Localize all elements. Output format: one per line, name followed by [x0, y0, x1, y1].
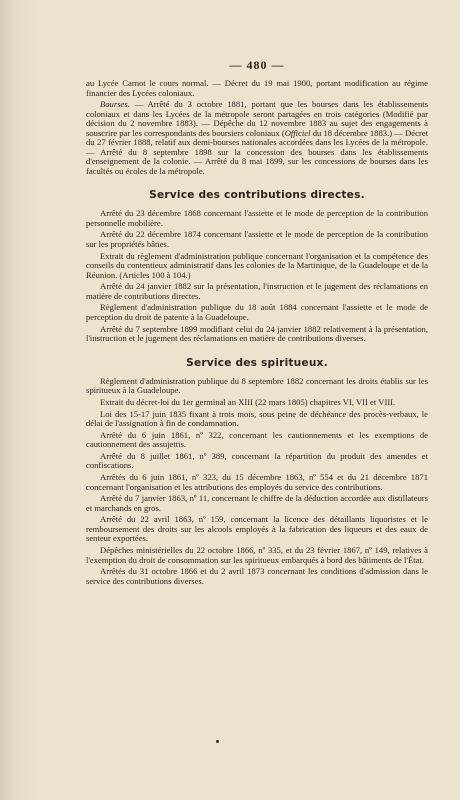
bourses-text: — Arrêté du 3 octobre 1881, portant que les bourses dans les établissements coloniaux et dans les Lycées de la métropole seront partagées en trois catégories (Modifié par décision du 2 novembre 1883). — Dépêche du 12 novembre 1883 au sujet des engagements à souscrire par les correspondants des boursiers coloniaux (: [86, 99, 428, 138]
paragraph: Arrêté du 22 avril 1863, nº 159, concernant la licence des détaillants liquoristes et le remboursement des droits sur les alcools employés à la fabrication des liqueurs et des eaux de senteur exportées.: [86, 514, 428, 544]
section-heading-spiritueux: Service des spiritueux.: [186, 356, 328, 369]
paragraph: Arrêté du 24 janvier 1882 sur la présentation, l'instruction et le jugement des réclamations en matière de contributions directes.: [86, 281, 428, 301]
section-heading-contributions: Service des contributions directes.: [149, 189, 365, 202]
paragraph: Arrêté du 8 juillet 1861, nº 389, concernant la répartition du produit des amendes et confiscations.: [86, 450, 428, 471]
ink-dot: [216, 740, 219, 743]
paragraph: Arrêté du 22 décembre 1874 concernant l'assiette et le mode de perception de la contribution sur les propriétés bâties.: [86, 229, 428, 249]
paragraph: Arrêté du 7 janvier 1863, nº 11, concernant le chiffre de la déduction accordée aux distillateurs et marchands en gros.: [86, 493, 428, 513]
paragraph: Arrêté du 23 décembre 1868 concernant l'assiette et le mode de perception de la contribution personnelle mobilière.: [86, 208, 428, 228]
paragraph: Extrait du décret-loi du 1er germinal an XIII (22 mars 1805) chapitres VI, VII et VIII.: [100, 396, 396, 407]
page-number: — 480 —: [229, 58, 285, 72]
paragraph: Extrait du règlement d'administration publique concernant l'organisation et la compétence des conseils du contentieux administratif dans les colonies de la Martinique, de la Guadeloupe et de la Réunion. (Articles 100 à 104.): [86, 250, 428, 280]
paragraph: Arrêté du 7 septembre 1899 modifiant celui du 24 janvier 1882 relativement à la présentation, l'instruction et le jugement des réclamations en matière de contributions diverses.: [86, 323, 428, 344]
paragraph: Arrêté du 6 juin 1861, nº 322, concernant les cautionnements et les exemptions de cautionnement des assujettis.: [86, 429, 428, 450]
bourses-officiel: Officiel: [284, 127, 311, 138]
bourses-paragraph: [86, 100, 428, 176]
paragraph: Arrêtés du 31 octobre 1866 et du 2 avril 1873 concernant les conditions d'admission dans le service des contributions diverses.: [86, 566, 428, 586]
paragraph: Loi des 15-17 juin 1835 fixant à trois mois, sous peine de déchéance des procès-verbaux, le délai de l'assignation à fin de condamnation.: [86, 408, 428, 428]
paragraph: Arrêtés du 6 juin 1861, nº 323, du 15 décembre 1863, nº 554 et du 21 décembre 1871 concernant l'organisation et les attributions des employés du service des contributions.: [86, 472, 428, 492]
bourses-text-2: du 18 décembre 1883.) — Décret du 27 février 1888, relatif aux demi-bourses nationales accordées dans les Lycées de la métropole. — Arrêté du 8 septembre 1898 sur la concession des bourses dans les établissements d'enseignement de la colonie. — Arrêté du 8 mai 1899, sur les concessions de bourses dans les facultés ou écoles de la métropole.: [86, 127, 428, 176]
paragraph: Règlement d'administration publique du 18 août 1884 concernant l'assiette et le mode de perception du droit de patente à la Guadeloupe.: [86, 302, 428, 322]
paragraph: au Lycée Carnot le cours normal. — Décret du 19 mai 1900, portant modification au régime financier des Lycées coloniaux.: [86, 78, 428, 98]
bourses-lead: Bourses.: [100, 99, 130, 110]
paragraph: Règlement d'administration publique du 8 septembre 1882 concernant les droits établis sur les spiritueux à la Guadeloupe.: [86, 375, 428, 396]
paragraph: Dépêches ministérielles du 22 octobre 1866, nº 335, et du 23 février 1867, nº 149, relatives à l'exemption du droit de consommation sur les spiritueux embarqués à bord des bâtiments de l'État.: [86, 545, 428, 565]
